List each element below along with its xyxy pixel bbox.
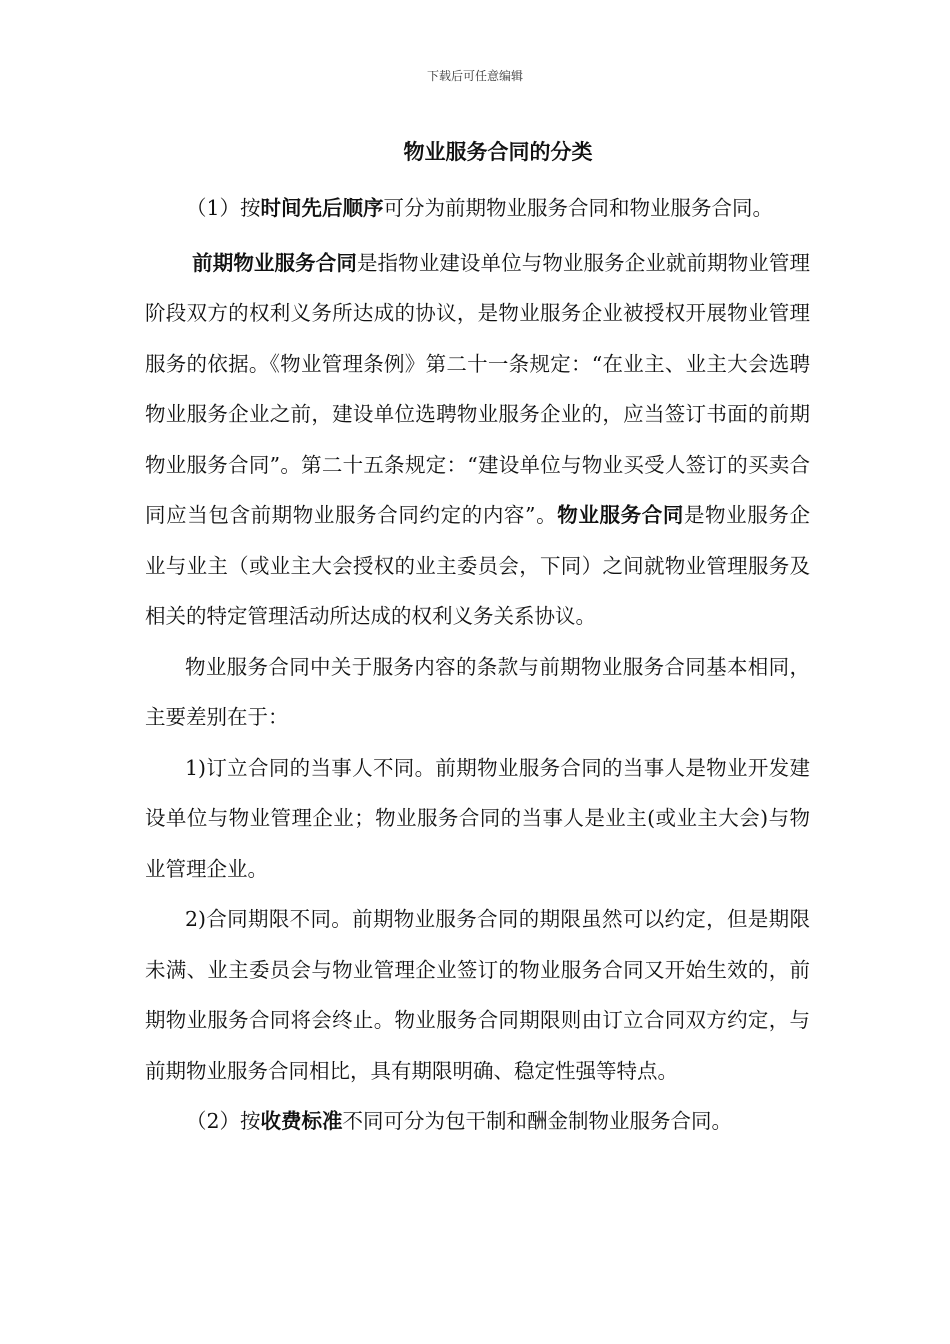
paragraph-text: （1）按	[186, 196, 261, 220]
document-body	[145, 183, 810, 1147]
paragraph-classification-by-fee	[145, 1096, 810, 1147]
paragraph-definitions	[145, 238, 810, 642]
paragraph-classification-by-time	[145, 183, 810, 234]
paragraph-difference-parties: 1)订立合同的当事人不同。前期物业服务合同的当事人是物业开发建设单位与物业管理企业；物业服务合同的当事人是业主(或业主大会)与物业管理企业。	[145, 755, 810, 881]
bold-term: 时间先后顺序	[260, 196, 384, 220]
paragraph-differences-intro: 物业服务合同中关于服务内容的条款与前期物业服务合同基本相同，主要差别在于：	[145, 654, 810, 729]
bold-term: 收费标准	[260, 1109, 343, 1133]
paragraph-text: 不同可分为包干制和酬金制物业服务合同。	[342, 1109, 733, 1133]
document-title: 物业服务合同的分类	[403, 140, 593, 164]
bold-term: 物业服务合同	[557, 503, 684, 527]
paragraph-text: 是指物业建设单位与物业服务企业就前期物业管理阶段双方的权利义务所达成的协议，是物业服务企业被授权开展物业管理服务的依据。《物业管理条例》第二十一条规定：“在业主、业主大会选聘物业服务企业之前，建设单位选聘物业服务企业的，应当签订书面的前期物业服务合同”。第二十五条规定：“建设单位与物业买受人签订的买卖合同应当包含前期物业服务合同约定的内容”。	[145, 250, 811, 527]
paragraph-text: 可分为前期物业服务合同和物业服务合同。	[383, 196, 774, 220]
bold-term: 前期物业服务合同	[192, 250, 357, 275]
paragraph-difference-term: 2)合同期限不同。前期物业服务合同的期限虽然可以约定，但是期限未满、业主委员会与物业管理企业签订的物业服务合同又开始生效的，前期物业服务合同将会终止。物业服务合同期限则由订立合同双方约定，与前期物业服务合同相比，具有期限明确、稳定性强等特点。	[145, 907, 810, 1083]
paragraph-text: （2）按	[186, 1109, 261, 1133]
header-note: 下载后可任意编辑	[426, 69, 523, 83]
paragraph-text: 是物业服务企业与业主（或业主大会授权的业主委员会，下同）之间就物业管理服务及相关的特定管理活动所达成的权利义务关系协议。	[145, 503, 811, 628]
